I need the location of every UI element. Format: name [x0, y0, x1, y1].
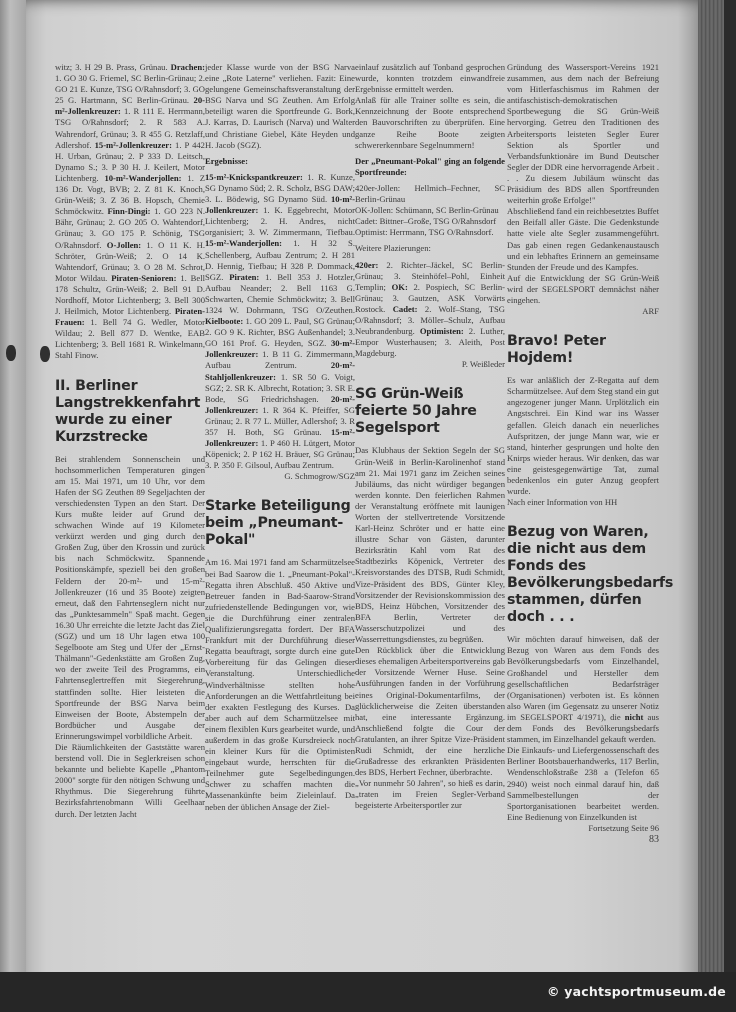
- article-body: Am 16. Mai 1971 fand am Scharmützelsee bei Bad Saarow die 1. „Pneumant-Pokal"-Regatta ihren Abschluß. 450 Aktive und Betreuer fanden in Bad-Saarow-Strand zufriedenstellende Bedingungen vor, wie sie die Durchführung einer zentralen Qualifizierungsregatta fordert. Der BFA Frankfurt mit der Durchführung dieser Regatta beauftragt, sorgte durch eine gute Vorbereitung für das Gelingen dieser Veranstaltung. Unterschiedliche Windverhältnisse stellten hohe Anforderungen an die Wettfahrtleitung bei der exakten Festlegung des Kurses. Da aber auch auf dem Scharmützelsee mit einem flexiblen Kurs gearbeitet wurde, und außerdem in das große Kursdreieck noch ein kleiner Kurs für die Optimisten eingebaut wurde, herrschten für die Teilnehmer gute Segelbedingungen. Schwer zu schaffen machten die Massenankünfte beim Zieleinlauf. Da neben der üblichen Ansage der Ziel-: [205, 557, 355, 812]
- author-signature: ARF: [642, 306, 659, 317]
- continued-note: Fortsetzung Seite 96: [588, 822, 659, 833]
- page-number: 83: [649, 833, 659, 845]
- author-signature: P. Weißleder: [461, 359, 505, 370]
- article-body: Es war anläßlich der Z-Regatta auf dem Scharmützelsee. Auf dem Steg stand ein gut angezogener junger Mann. Urplötzlich ein Angstschrei. Ein Kind war ins Wasser gefallen. Gleich danach ein neuerliches Aufspritzen, der junge Mann war, wie er stand, hinterher gesprungen und holte den Knirps wieder heraus. Wir denken, das war eine geistesgegenwärtige Tat, zumal bedenkenlos ein guter Anzug geopfert wurde.: [507, 375, 659, 497]
- column-3: [355, 62, 505, 812]
- article-source: Nach einer Information von HH: [507, 497, 618, 508]
- article-title-gruen-weiss: SG Grün-Weiß feierte 50 Jahre Segelsport: [355, 386, 477, 437]
- article-body: Die Einkaufs- und Liefergenossenschaft des Berliner Bootsbauerhandwerks, 117 Berlin, Wendenschloßstraße 238 a (Telefon 65 2940) weist noch einmal darauf hin, daß Sammelbestellungen der Sportorganisationen bearbeitet werden. Eine Bedienung von Einzelkunden ist: [507, 745, 659, 822]
- column-2: [205, 62, 355, 813]
- article-title-bezug: Bezug von Waren, die nicht aus dem Fonds des Bevölkerungsbedarfs stammen, dürfen doch . . .: [507, 524, 674, 626]
- page-stack-edge: [698, 0, 736, 972]
- results-continuation: witz; 3. H 29 B. Prass, Grünau. Drachen: 1. GO 30 G. Friemel, SC Berlin-Grünau; 2. GO 21 E. Kunze, TSG O/Rahnsdorf; 3. GO 25 G. Hartmann, SC Berlin-Grünau. 20-m²-Jollenkreuzer: 1. R 111 E. Herrmann, TSG O/Rahnsdorf; 2. R 583 A. Wahrendorf, Grünau; 3. R 455 G. Retzlaff, Adlershof. 15-m²-Jollenkreuzer: 1. P 442 H. Urban, Grünau; 2. P 333 D. Leitsch, Dynamo S.; 3. P 30 H. J. Keilert, Motor Lichtenberg. 10-m²-Wanderjollen: 1. Z 136 Dr. Vogt, BVB; 2. Z 81 K. Knoch, Grün-Weiß; 3. Z 36 B. Hopsch, Chemie Schmöckwitz. Finn-Dingi: 1. GO 223 N. Bähr, Grünau; 2. GO 205 O. Wahtendorf, Grünau; 3. GO 175 P. Schönig, TSG O/Rahnsdorf. O-Jollen: 1. O 11 K. H. Schröter, Grün-Weiß; 2. O 14 K. Wahtendorf, Grünau; 3. O 28 M. Schrot, Motor Wildau. Piraten-Senioren: 1. Bell 178 Schultz, Grün-Weiß; 2. Bell 91 D. Nordhoff, Motor Lichtenberg; 3. Bell 300 J. Heilmich, Motor Lichtenberg. Piraten-Frauen: 1. Bell 74 G. Wedler, Motor Wildau; 2. Bell 877 D. Wentke, EAB Lichtenberg; 3. Bell 1681 R. Winkelmann, Stahl Finow.: [55, 62, 206, 361]
- punch-hole: [6, 345, 16, 361]
- article-body: Gründung des Wassersport-Vereins 1921 zusammen, aus dem nach der Befreiung vom Hitlerfaschismus im Rahmen der antifaschistisch-demokratischen Sportbewegung die SG Grün-Weiß hervorging. Getreu den Traditionen des Arbeitersports leisteten Segler Eurer Sektion als Sportler und Verbandsfunktionäre im Bund Deutscher Segler der DDR eine hervorragende Arbeit . . . Zu diesem Jubiläum wünscht das Präsidium des BDS allen Sportfreunden weiterhin große Erfolge!": [507, 62, 659, 206]
- further-placings: 420er: 2. Richter–Jäckel, SC Berlin-Grünau; 3. Steinhöfel–Pohl, Einheit Templin; OK: 2. Pospiech, SC Berlin-Grünau; 3. Gautzen, ASK Vorwärts Rostock. Cadet: 2. Wolf–Stang, TSG O/Rahnsdorf; 3. Möller–Schulz, Aufbau Neubrandenburg. Optimisten: 2. Luther, Empor Wusterhausen; 3. Aleith, Post Magdeburg.: [355, 259, 505, 359]
- article-title-pneumant: Starke Beteiligung beim „Pneumant-Pokal": [205, 498, 351, 549]
- punch-hole: [40, 346, 50, 362]
- article-body: Das Klubhaus der Sektion Segeln der SG Grün-Weiß in Berlin-Karolinenhof stand am 21. Mai 1971 ganz im Zeichen seines Jubiläums, das nicht würdiger begangen werden konnte. Den feierlichen Rahmen der Veranstaltung eröffnete mit launigen Worten der stellvertretende Vorsitzende Karl-Heinz Schröter und er hatte eine illustre Schar von Gästen, darunter Bezirksrätin Kahl vom Rat des Stadtbezirks Köpenick, Vertreter des Kreisvorstandes des DTSB, Rudi Schmidt, Vize-Präsident des BDS, Günter Kley, Vorsitzender der Revisionskommission des BDS, Heinz Hübchen, Vorsitzender des BFA Berlin, Vertreter der Wasserschutzpolizei und des Wasserrettungsdienstes, zu begrüßen.: [355, 445, 505, 645]
- article-body: Den Rückblick über die Entwicklung dieses ehemaligen Arbeitersportvereins gab der Vorsitzende Werner Huse. Seine Ausführungen fanden in der Vorführung eines Original-Dokumentarfilms, der glücklicherweise die Zeiten überstanden hat, eine interessante Ergänzung. Anschließend folgte die Cour der Gratulanten, an ihrer Spitze Vize-Präsident Rudi Schmidt, der eine herzliche Grußadresse des erkrankten Präsidenten des BDS, Herbert Fechner, überbrachte.: [355, 645, 505, 778]
- further-placings-heading: Weitere Plazierungen:: [355, 243, 431, 254]
- article-body: Wir möchten darauf hinweisen, daß der Bezug von Waren aus dem Fonds des Bevölkerungsbedarfs vom Einzelhandel, Großhandel und Hersteller dem gesellschaftlichen Bedarfsträger (Organisationen) verboten ist. Es können also Waren (im Gegensatz zu unserer Notiz im SEGELSPORT 4/1971), die nicht aus dem Fonds des Bevölkerungsbedarfs stammen, im Einzelhandel gekauft werden.: [507, 634, 659, 745]
- article-body: Die Räumlichkeiten der Gaststätte waren berstend voll. Die in Seglerkreisen schon bekannte und beliebte Kapelle „Phantom 2000" sorgte für den nötigen Schwung und Rhythmus. Die Siegerehrung führte Bezirksfahrtenobmann Willi Geelhaar durch. Der letzten Jacht: [55, 741, 205, 819]
- article-body: Anlaß für alle Trainer sollte es sein, die Kennzeichnung der Boote entsprechend den Bauvorschriften zu überprüfen. Eine ganze Reihe Boote zeigten schwererkennbare Segelnummern!: [355, 95, 505, 150]
- winner-item: Cadet: Bittner–Große, TSG O/Rahnsdorf: [355, 216, 497, 227]
- article-body: Abschließend fand ein reichbesetztes Buffet den Beifall aller Gäste. Die Gedenkstunde hatte viele alte Segler zusammengeführt. Das gab einen regen Gedankenaustausch und ein lebhaftes Erinnern an gemeinsame Stunden der Freude und des Kampfes.: [507, 206, 659, 272]
- copyright-watermark: © yachtsportmuseum.de: [547, 984, 726, 999]
- winner-item: 420er-Jollen: Hellmich–Fechner, SC Berlin-Grünau: [355, 182, 505, 205]
- column-4: [507, 62, 674, 845]
- author-signature: G. Schmogrow/SGZ: [284, 471, 355, 482]
- column-1: [55, 62, 205, 820]
- winners-heading: Der „Pneumant-Pokal" ging an folgende Sportfreunde:: [355, 155, 505, 177]
- results-list: 15-m²-Knickspantkreuzer: 1. R. Kunze, SG Dynamo Süd; 2. R. Scholz, BSG DAW; 3. L. Bödewig, SG Dynamo Süd. 10-m²-Jollenkreuzer: 1. K. Eggebrecht, Motor Lichtenberg; 2. H. Andres, nicht organisiert; 3. W. Zimmermann, Tiefbau. 15-m²-Wanderjollen: 1. H 32 S. Schellenberg, Aufbau Zentrum; 2. H 281 D. Hennig, Tiefbau; H 328 P. Dommack, SGZ. Piraten: 1. Bell 353 J. Hotzler, Aufbau Neander; 2. Bell 1163 G. Schwarten, Chemie Schmöckwitz; 3. Bell 1324 W. Dohrmann, TSG O/Zeuthen. Kielboote: 1. GO 209 L. Paul, SG Grünau; 2. GO 9 K. Richter, BSG Außenhandel; 3. GO 161 Prof. G. Heyden, SGZ. 30-m²-Jollenkreuzer: 1. B 11 G. Zimmermann, Aufbau Zentrum. 20-m²-Stahljollenkreuzer: 1. SR 50 G. Voigt, SGZ; 2. SR K. Albrecht, Rotation; 3. SR E. Bode, SG Friedrichshagen. 20-m²-Jollenkreuzer: 1. R 364 K. Pfeiffer, SG Grünau; 2. R 77 L. Müller, Adlershof; 3. R 357 H. Both, SG Grünau. 15-m²-Jollenkreuzer: 1. P 460 H. Lütgert, Motor Köpenick; 2. P 162 H. Bräuer, SG Grünau; 3. P. 350 F. Gilsoul, Aufbau Zentrum.: [205, 171, 356, 471]
- article-title-langstrecke: II. Berliner Langstrekkenfahrt wurde zu einer Kurzstrecke: [55, 377, 201, 445]
- article-body: Auf die Entwicklung der SG Grün-Weiß wird der SEGELSPORT demnächst näher eingehen.: [507, 272, 659, 305]
- article-body: Bei strahlendem Sonnenschein und hochsommerlichen Temperaturen gingen am 15. Mai 1971, um 10 Uhr, vor dem Hafen der SG Zeuthen 89 Segeljachten der verschiedensten Typen an den Start. Der Kurs mußte leider auf Grund der schwachen Winde auf 19 Kilometer verkürzt werden und ging durch den Großen Zug, über den Krossin und zurück bis nach Schmöckwitz. Spannende Positionskämpfe, speziell bei den großen Feldern der 20-m²- und 15-m²-Jollenkreuzer (16 und 35 Boote) zeigten erneut, daß den Fahrtenseglern nicht nur das „Punktesammeln" Spaß macht. Gegen 16.30 Uhr erreichte die letzte Jacht das Ziel (SGZ) und um 18 Uhr lagen etwa 100 Segelboote am Steg und Ufer der „Ernst-Thälmann"-Gedenkstätte am Großen Zug, wo der zweite Teil des Programms, ein Fahrtenseglertreffen mit Siegerehrung, stattfinden sollte. Hier leisteten die Sportfreunde der BSG Narva beim Einweisen der Boote, Abstempeln der Bordbücher und Ausgabe der Erinnerungswimpel vorbildliche Arbeit.: [55, 453, 205, 741]
- winner-item: Optimist: Herrmann, TSG O/Rahnsdorf.: [355, 227, 494, 238]
- article-title-bravo: Bravo! Peter Hojdem!: [507, 333, 606, 367]
- article-body: jeder Klasse wurde von der BSG Narva eine „Rote Laterne" verliehen. Fazit: Eine gelungene Gemeinschaftsveranstaltung der BSG Narva und SG Zeuthen. Am Erfolg beteiligt waren die Sportfreunde G. Bork, J. Karras, D. Laurisch (Narva) und Walter und Christiane Giebel, Käte Heyden und H. Jacob (SGZ).: [205, 62, 355, 150]
- winner-item: OK-Jollen: Schümann, SC Berlin-Grünau: [355, 205, 499, 216]
- article-body: „Vor nunmehr 50 Jahren", so hieß es darin, „traten im Freien Segler-Verband begeisterte Arbeitersportler zur: [355, 778, 505, 811]
- article-body: einlauf zusätzlich auf Tonband gesprochen wurde, konnten trotzdem einwandfreie Ergebnisse ermittelt werden.: [355, 62, 505, 95]
- results-heading: Ergebnisse:: [205, 155, 248, 166]
